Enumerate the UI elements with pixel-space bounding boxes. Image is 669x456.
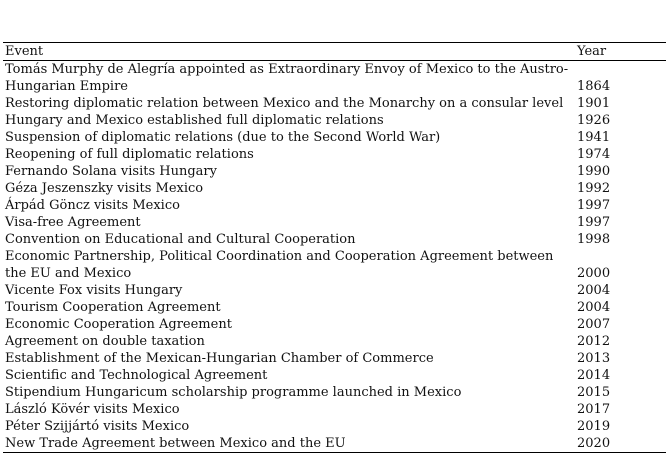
event-cell: Establishment of the Mexican-Hungarian Chamber of Commerce [5,351,434,366]
timeline-table-container [3,42,666,453]
table-row [3,299,666,316]
table-row [3,282,666,299]
year-cell: 2012 [577,334,611,349]
event-cell: Géza Jeszenszky visits Mexico [5,181,204,196]
table-row [3,350,666,367]
table-row [3,367,666,384]
event-cell: Tourism Cooperation Agreement [5,300,221,315]
event-cell: Agreement on double taxation [5,334,205,349]
table-row [3,435,666,453]
table-body [3,61,666,453]
event-cell: Hungary and Mexico established full diplomatic relations [5,113,384,128]
event-cell: Reopening of full diplomatic relations [5,147,254,162]
table-row [3,146,666,163]
event-cell: Vicente Fox visits Hungary [5,283,183,298]
year-cell: 2004 [577,300,611,315]
table-row [3,384,666,401]
year-cell: 2004 [577,283,611,298]
year-cell: 2007 [577,317,611,332]
table-row [3,197,666,214]
table-row [3,418,666,435]
event-cell: Tomás Murphy de Alegría appointed as Extraordinary Envoy of Mexico to the Austro-Hungarian Empire [5,62,569,94]
table-row [3,163,666,180]
year-cell: 1990 [577,164,611,179]
table-row [3,333,666,350]
table-row [3,214,666,231]
event-cell: Fernando Solana visits Hungary [5,164,217,179]
year-cell: 1992 [577,181,611,196]
event-cell: Economic Partnership, Political Coordination and Cooperation Agreement between the EU and Mexico [5,249,554,281]
year-column-header: Year [577,44,607,59]
year-cell: 1864 [577,79,611,94]
event-cell: Suspension of diplomatic relations (due to the Second World War) [5,130,441,145]
year-cell: 1901 [577,96,611,111]
event-cell: László Kövér visits Mexico [5,402,180,417]
table-row [3,231,666,248]
timeline-table [3,42,666,453]
event-cell: Visa-free Agreement [5,215,141,230]
event-cell: New Trade Agreement between Mexico and the EU [5,436,346,451]
event-cell: Stipendium Hungaricum scholarship programme launched in Mexico [5,385,462,400]
year-cell: 2017 [577,402,611,417]
event-column-header: Event [5,44,44,59]
table-row [3,316,666,333]
event-cell: Economic Cooperation Agreement [5,317,232,332]
year-cell: 2019 [577,419,611,434]
event-cell: Péter Szijjártó visits Mexico [5,419,190,434]
table-row [3,129,666,146]
table-row [3,401,666,418]
year-cell: 2000 [577,266,611,281]
year-cell: 1997 [577,215,611,230]
table-row [3,95,666,112]
year-cell: 1941 [577,130,611,145]
year-cell: 1974 [577,147,611,162]
year-cell: 2013 [577,351,611,366]
year-cell: 1926 [577,113,611,128]
event-cell: Restoring diplomatic relation between Mexico and the Monarchy on a consular level [5,96,564,111]
table-row [3,180,666,197]
event-cell: Convention on Educational and Cultural Cooperation [5,232,356,247]
year-cell: 2014 [577,368,611,383]
year-cell: 1997 [577,198,611,213]
table-header-row [3,43,666,61]
event-cell: Scientific and Technological Agreement [5,368,268,383]
table-row [3,112,666,129]
event-cell: Árpád Göncz visits Mexico [5,198,180,213]
year-cell: 2020 [577,436,611,451]
year-cell: 2015 [577,385,611,400]
table-row [3,61,666,96]
year-cell: 1998 [577,232,611,247]
table-row [3,248,666,282]
